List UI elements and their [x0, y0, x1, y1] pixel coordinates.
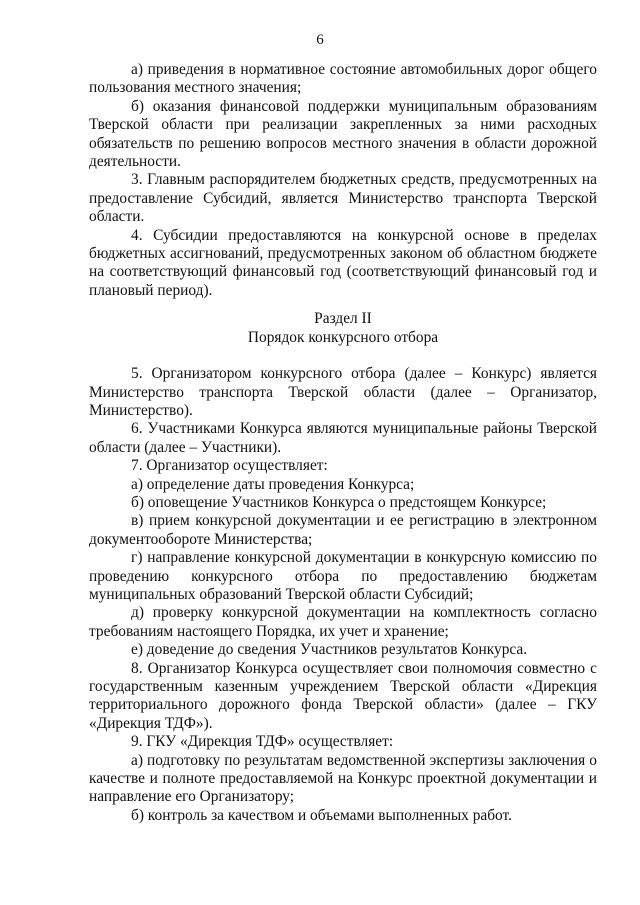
paragraph-7d: д) проверку конкурсной документации на комплектность согласно требованиям настоящего Порядка, их учет и хранение;	[89, 604, 597, 640]
paragraph-item-a-roads: а) приведения в нормативное состояние автомобильных дорог общего пользования местного значения;	[89, 61, 597, 97]
paragraph-7a: а) определение даты проведения Конкурса;	[131, 475, 415, 493]
paragraph-9b: б) контроль за качеством и объемами выполненных работ.	[131, 806, 512, 824]
paragraph-9a: а) подготовку по результатам ведомственной экспертизы заключения о качестве и полноте предоставляемой на Конкурс проектной документации и направление его Организатору;	[89, 751, 597, 806]
paragraph-6-participants: 6. Участниками Конкурса являются муниципальные районы Тверской области (далее – Участники).	[89, 420, 597, 456]
paragraph-4-subsidies: 4. Субсидии предоставляются на конкурсной основе в пределах бюджетных ассигнований, предусмотренных законом об областном бюджете на соответствующий финансовый год (соответствующий финансовый год и плановый период).	[89, 226, 597, 299]
paragraph-7e: е) доведение до сведения Участников результатов Конкурса.	[131, 641, 528, 659]
section-label: Раздел II	[314, 310, 372, 328]
paragraph-item-b-support: б) оказания финансовой поддержки муниципальным образованиям Тверской области при реализации закрепленных за ними расходных обязательств по решению вопросов местного значения в области дорожной деятельности.	[89, 97, 597, 171]
paragraph-8-joint-powers: 8. Организатор Конкурса осуществляет свои полномочия совместно с государственным казенным учреждением Тверской области «Дирекция территориального дорожного фонда Тверской области» (далее – ГКУ «Дирекция ТДФ»).	[89, 659, 597, 732]
paragraph-7v: в) прием конкурсной документации и ее регистрацию в электронном документообороте Министерства;	[89, 512, 597, 548]
paragraph-5-organizer: 5. Организатором конкурсного отбора (далее – Конкурс) является Министерство транспорта Тверской области (далее – Организатор, Министерство).	[89, 365, 597, 419]
paragraph-9-gku-duties: 9. ГКУ «Дирекция ТДФ» осуществляет:	[131, 733, 394, 751]
paragraph-7b: б) оповещение Участников Конкурса о предстоящем Конкурсе;	[131, 493, 547, 511]
paragraph-3-main-manager: 3. Главным распорядителем бюджетных средств, предусмотренных на предоставление Субсидий, является Министерство транспорта Тверской области.	[89, 171, 597, 226]
paragraph-7g: г) направление конкурсной документации в конкурсную комиссию по проведению конкурсного отбора по предоставлению бюджетам муниципальных образований Тверской области Субсидий;	[89, 549, 597, 603]
page-number: 6	[316, 32, 324, 48]
paragraph-7-organizer-duties: 7. Организатор осуществляет:	[131, 457, 328, 475]
section-title: Порядок конкурсного отбора	[247, 328, 439, 346]
document-body	[89, 61, 597, 825]
